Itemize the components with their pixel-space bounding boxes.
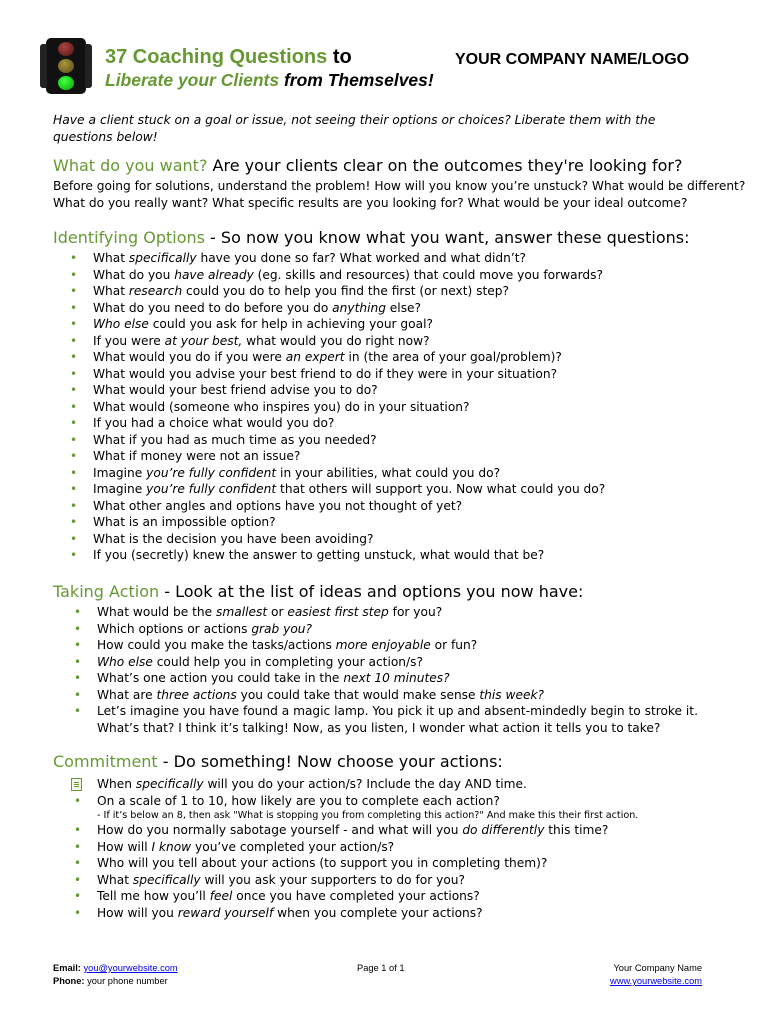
question-item	[74, 793, 638, 810]
bullet-icon: •	[70, 399, 78, 414]
question-text: Imagine	[93, 482, 147, 496]
question-text: in (the area of your goal/problem)?	[344, 350, 562, 364]
question-text: If you (secretly) knew the answer to getting unstuck, what would that be?	[93, 548, 545, 562]
emphasis-text: reward yourself	[177, 905, 274, 920]
emphasis-text: specifically	[128, 251, 197, 265]
question-text: What other angles and options have you not thought of yet?	[93, 498, 463, 513]
section-heading-text: - Look at the list of ideas and options you now have:	[159, 582, 584, 601]
question-text: for you?	[388, 605, 443, 619]
bullet-icon: •	[70, 548, 78, 562]
question-item	[74, 687, 698, 704]
question-text: What	[97, 872, 133, 887]
question-item	[70, 382, 605, 399]
bullet-icon: •	[70, 432, 78, 447]
bullet-icon: •	[74, 823, 82, 837]
question-text: when you complete your actions?	[273, 905, 483, 920]
question-item	[70, 267, 605, 284]
question-item	[70, 283, 605, 300]
website-link[interactable]: www.yourwebsite.com	[610, 976, 702, 986]
question-item	[70, 498, 605, 515]
bullet-icon: •	[74, 704, 82, 718]
document-title	[105, 46, 352, 69]
question-text: in your abilities, what could you do?	[276, 465, 501, 480]
section-label: Commitment	[53, 752, 158, 771]
question-item	[74, 703, 698, 720]
section-paragraph-line: What do you really want? What specific results are you looking for? What would be your ideal outcome?	[53, 196, 688, 210]
question-text: How could you make the tasks/actions	[97, 638, 336, 652]
bullet-icon: •	[74, 605, 82, 619]
section-heading-text: - Do something! Now choose your actions:	[157, 752, 503, 771]
question-text: you could take that would make sense	[236, 687, 480, 702]
bullet-icon: •	[70, 531, 78, 546]
bullet-icon: •	[70, 366, 78, 381]
section-heading-text: - So now you know what you want, answer these questions:	[204, 228, 690, 247]
bullet-icon: •	[74, 889, 82, 903]
emphasis-text: Who else	[93, 317, 149, 331]
emphasis-text: research	[128, 284, 183, 298]
bullet-icon: •	[74, 621, 82, 636]
bullet-icon: •	[70, 317, 78, 331]
question-item	[70, 349, 605, 366]
emphasis-text: easiest first step	[287, 605, 389, 619]
question-text: What is an impossible option?	[93, 515, 276, 529]
question-text: or fun?	[430, 638, 478, 652]
question-text: Which options or actions	[97, 621, 252, 636]
emphasis-text: you’re fully confident	[146, 482, 277, 496]
footer-company	[560, 962, 702, 988]
bullet-icon: •	[74, 905, 82, 920]
taking-action-list	[74, 604, 698, 736]
section-commitment-heading	[53, 752, 503, 772]
question-text: (eg. skills and resources) that could move you forwards?	[253, 267, 603, 282]
bullet-icon: •	[70, 267, 78, 282]
section-heading-text: Are your clients clear on the outcomes they're looking for?	[207, 156, 683, 175]
question-item	[70, 547, 605, 564]
bullet-icon: •	[70, 333, 78, 348]
emphasis-text: you’re fully confident	[146, 465, 277, 480]
question-item	[70, 250, 605, 267]
document-icon	[71, 778, 82, 791]
footer-company-name: Your Company Name	[613, 963, 702, 973]
emphasis-text: three actions	[156, 687, 237, 702]
question-text: On a scale of 1 to 10, how likely are you to complete each action?	[97, 793, 500, 808]
question-text: Let’s imagine you have found a magic lamp. You pick it up and absent-mindedly begin to stroke it.	[97, 704, 698, 718]
question-item	[70, 316, 605, 333]
question-text: When	[97, 777, 136, 791]
bullet-icon: •	[70, 482, 78, 496]
bullet-icon: •	[74, 654, 82, 669]
email-link[interactable]: you@yourwebsite.com	[83, 963, 178, 973]
bullet-icon: •	[74, 839, 82, 854]
question-text: Who will you tell about your actions (to support you in completing them)?	[97, 856, 548, 870]
question-text: If you were	[93, 333, 165, 348]
bullet-icon: •	[74, 856, 82, 870]
question-text: you’ve completed your action/s?	[191, 839, 395, 854]
question-sub-note: - If it’s below an 8, then ask "What is stopping you from completing this action?" And make this their first action.	[97, 810, 639, 821]
question-text: could you ask for help in achieving your goal?	[148, 317, 433, 331]
bullet-icon: •	[70, 284, 78, 298]
question-text: What would your best friend advise you to do?	[93, 383, 378, 397]
question-item	[70, 300, 605, 317]
question-text: How will you	[97, 905, 178, 920]
phone-label: Phone:	[53, 976, 85, 986]
bullet-icon: •	[74, 793, 82, 808]
question-text: will you do your action/s? Include the day AND time.	[203, 777, 527, 791]
question-continuation: What’s that? I think it’s talking! Now, as you listen, I wonder what action it tells you to take?	[97, 720, 661, 735]
title-rest: to	[327, 46, 352, 68]
emphasis-text: at your best,	[164, 333, 243, 348]
bullet-icon: •	[70, 416, 78, 430]
section-paragraph-line: Before going for solutions, understand the problem! How will you know you’re unstuck? What would be different?	[53, 179, 746, 193]
question-text: What do you need to do before you do	[93, 300, 333, 315]
question-text: What are	[97, 687, 157, 702]
bullet-icon: •	[70, 251, 78, 265]
question-item	[74, 621, 698, 638]
emphasis-text: do differently	[462, 823, 545, 837]
question-item	[74, 905, 638, 922]
question-text: What if money were not an issue?	[93, 449, 301, 463]
emphasis-text: more enjoyable	[335, 638, 431, 652]
question-item	[70, 432, 605, 449]
subtitle-rest: from Themselves!	[279, 70, 434, 90]
emphasis-text: this week?	[479, 687, 545, 702]
question-text: What	[93, 284, 129, 298]
question-text: will you ask your supporters to do for you?	[200, 872, 465, 887]
emphasis-text: I know	[151, 839, 192, 854]
question-text: have you done so far? What worked and what didn’t?	[196, 251, 526, 265]
question-item	[74, 822, 638, 839]
commitment-list	[74, 776, 639, 921]
question-text: How will	[97, 839, 152, 854]
question-item	[70, 399, 605, 416]
emphasis-text: an expert	[285, 350, 345, 364]
bullet-icon: •	[70, 515, 78, 529]
question-item	[70, 333, 605, 350]
question-item	[70, 481, 606, 498]
question-text: Tell me how you’ll	[97, 889, 210, 903]
page-number: Page 1 of 1	[357, 963, 405, 973]
emphasis-text: grab you?	[251, 621, 313, 636]
question-item	[74, 888, 638, 905]
section-label: Taking Action	[53, 582, 160, 601]
bullet-icon: •	[70, 498, 78, 513]
section-taking-action-heading	[53, 582, 583, 602]
bullet-icon: •	[74, 638, 82, 652]
question-item	[70, 465, 605, 482]
question-item	[97, 776, 638, 793]
question-item	[74, 654, 698, 671]
section-label: Identifying Options	[53, 228, 205, 247]
company-logo-text: YOUR COMPANY NAME/LOGO	[455, 51, 690, 68]
question-text: What would you do if you were	[93, 350, 286, 364]
question-text: Imagine	[93, 465, 147, 480]
question-text: could help you in completing your action/s?	[152, 654, 423, 669]
emphasis-text: smallest	[216, 605, 268, 619]
question-item	[74, 604, 698, 621]
question-item	[70, 448, 605, 465]
bullet-icon: •	[74, 872, 82, 887]
emphasis-text: specifically	[135, 777, 204, 791]
intro-paragraph: Have a client stuck on a goal or issue, not seeing their options or choices? Liberate them with the questions below!	[53, 113, 656, 144]
section-what-do-you-want-heading	[53, 156, 683, 176]
bullet-icon: •	[74, 671, 82, 685]
question-text: this time?	[544, 823, 609, 837]
footer-contact	[53, 962, 178, 988]
identifying-options-list	[70, 250, 606, 564]
title-highlight: 37 Coaching Questions	[105, 46, 328, 68]
phone-number: your phone number	[87, 976, 168, 986]
emphasis-text: Who else	[97, 654, 153, 669]
bullet-icon: •	[70, 465, 78, 480]
question-text: What is the decision you have been avoiding?	[93, 531, 374, 546]
section-identifying-options-heading	[53, 228, 690, 248]
question-text: What would (someone who inspires you) do in your situation?	[93, 399, 470, 414]
question-text: what would you do right now?	[242, 333, 430, 348]
question-item	[70, 531, 605, 548]
traffic-light-icon	[46, 38, 86, 94]
question-item	[70, 366, 605, 383]
bullet-icon: •	[70, 449, 78, 463]
question-text: What if you had as much time as you needed?	[93, 432, 377, 447]
emphasis-text: specifically	[132, 872, 201, 887]
question-text: else?	[385, 300, 422, 315]
emphasis-text: have already	[174, 267, 254, 282]
question-text: What do you	[93, 267, 175, 282]
question-item	[74, 839, 638, 856]
bullet-icon: •	[70, 300, 78, 315]
question-item	[74, 872, 638, 889]
question-text: once you have completed your actions?	[232, 889, 480, 903]
emphasis-text: anything	[332, 300, 386, 315]
section-label: What do you want?	[53, 156, 208, 175]
question-text: or	[267, 605, 288, 619]
question-item	[70, 415, 605, 432]
email-label: Email:	[53, 963, 81, 973]
document-subtitle	[105, 70, 434, 91]
question-item	[70, 514, 605, 531]
question-text: How do you normally sabotage yourself - and what will you	[97, 823, 463, 837]
question-text: What	[93, 251, 129, 265]
question-item	[74, 670, 698, 687]
subtitle-highlight: Liberate your Clients	[105, 70, 280, 90]
question-text: could you do to help you find the first (or next) step?	[182, 284, 509, 298]
question-text: What would be the	[97, 605, 217, 619]
question-text: What’s one action you could take in the	[97, 671, 344, 685]
question-text: If you had a choice what would you do?	[93, 416, 335, 430]
question-text: that others will support you. Now what could you do?	[276, 482, 606, 496]
question-item	[74, 855, 638, 872]
bullet-icon: •	[74, 687, 82, 702]
question-text: What would you advise your best friend to do if they were in your situation?	[93, 366, 558, 381]
emphasis-text: feel	[209, 889, 233, 903]
question-item	[74, 637, 698, 654]
emphasis-text: next 10 minutes?	[343, 671, 450, 685]
bullet-icon: •	[70, 383, 78, 397]
bullet-icon: •	[70, 350, 78, 364]
